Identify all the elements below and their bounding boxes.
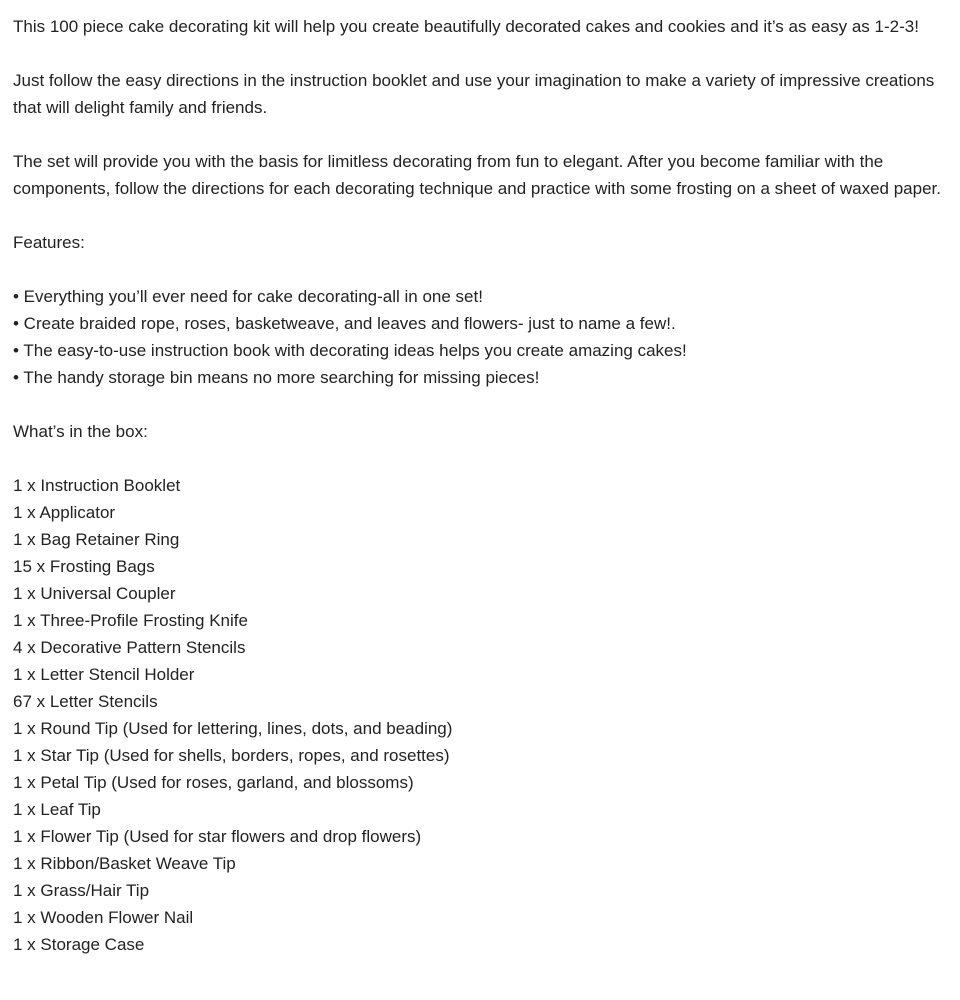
box-item: 67 x Letter Stencils bbox=[13, 692, 158, 711]
box-item: 1 x Ribbon/Basket Weave Tip bbox=[13, 854, 236, 873]
box-heading: What’s in the box: bbox=[13, 422, 148, 441]
feature-item: • Everything you’ll ever need for cake decorating-all in one set! bbox=[13, 287, 483, 306]
box-item: 1 x Round Tip (Used for lettering, lines, dots, and beading) bbox=[13, 719, 453, 738]
features-list bbox=[13, 283, 948, 391]
box-item: 1 x Petal Tip (Used for roses, garland, and blossoms) bbox=[13, 773, 414, 792]
box-item: 1 x Grass/Hair Tip bbox=[13, 881, 150, 900]
box-item: 1 x Star Tip (Used for shells, borders, ropes, and rosettes) bbox=[13, 746, 450, 765]
directions-paragraph: Just follow the easy directions in the instruction booklet and use your imagination to make a variety of impressive creations that will delight family and friends. bbox=[13, 71, 935, 117]
box-item: 1 x Leaf Tip bbox=[13, 800, 101, 819]
feature-item: • Create braided rope, roses, basketweave, and leaves and flowers- just to name a few!. bbox=[13, 314, 676, 333]
box-item: 1 x Instruction Booklet bbox=[13, 476, 181, 495]
box-item: 1 x Three-Profile Frosting Knife bbox=[13, 611, 248, 630]
intro-paragraph: This 100 piece cake decorating kit will help you create beautifully decorated cakes and cookies and it’s as easy as 1-2-3! bbox=[13, 17, 919, 36]
features-heading: Features: bbox=[13, 233, 85, 252]
box-item: 1 x Applicator bbox=[13, 503, 116, 522]
box-item: 1 x Flower Tip (Used for star flowers and drop flowers) bbox=[13, 827, 422, 846]
box-item: 1 x Letter Stencil Holder bbox=[13, 665, 195, 684]
product-description bbox=[13, 13, 948, 958]
box-item: 1 x Universal Coupler bbox=[13, 584, 176, 603]
basis-paragraph: The set will provide you with the basis for limitless decorating from fun to elegant. After you become familiar with the components, follow the directions for each decorating technique and practice with some frosting on a sheet of waxed paper. bbox=[13, 152, 941, 198]
box-item: 15 x Frosting Bags bbox=[13, 557, 155, 576]
feature-item: • The handy storage bin means no more searching for missing pieces! bbox=[13, 368, 540, 387]
box-item: 1 x Wooden Flower Nail bbox=[13, 908, 194, 927]
box-item: 4 x Decorative Pattern Stencils bbox=[13, 638, 246, 657]
box-item: 1 x Bag Retainer Ring bbox=[13, 530, 180, 549]
feature-item: • The easy-to-use instruction book with decorating ideas helps you create amazing cakes! bbox=[13, 341, 687, 360]
box-contents-list bbox=[13, 472, 948, 958]
box-item: 1 x Storage Case bbox=[13, 935, 145, 954]
